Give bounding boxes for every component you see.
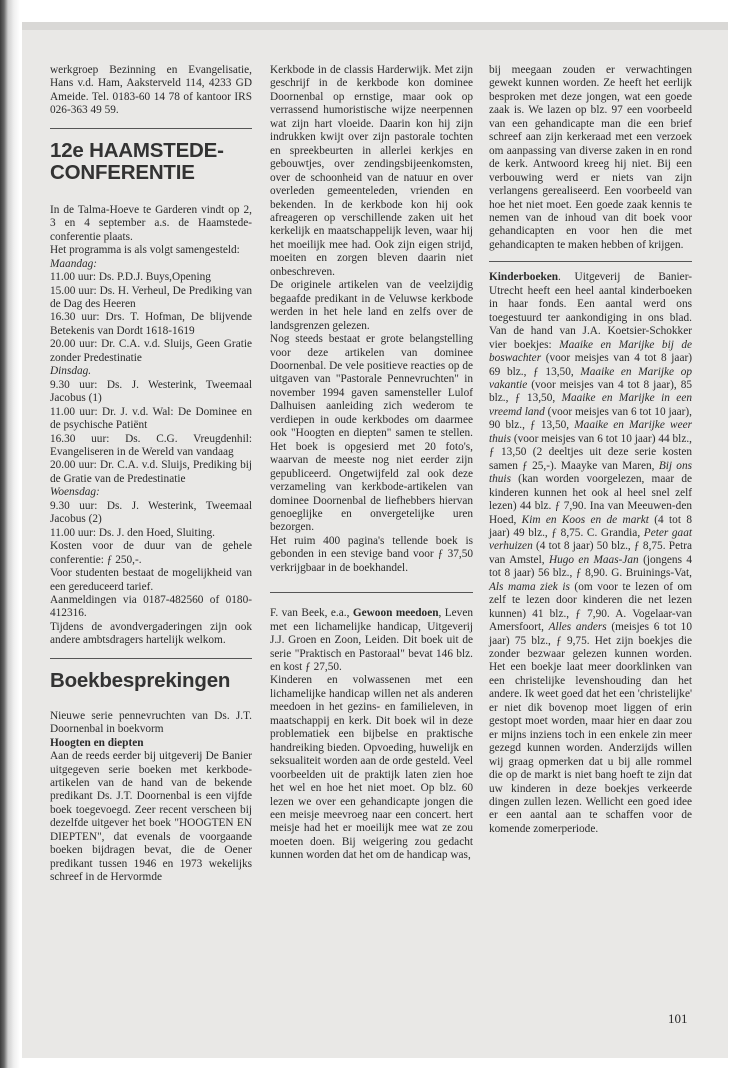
review-paragraph: Het ruim 400 pagina's tellende boek is gebonden in een stevige band voor ƒ 37,50 verkrijgbaar in de boekhandel. xyxy=(270,534,473,574)
review-text: . Uitgeverij de Banier-Utrecht heeft een heel aantal kinderboeken in haar fonds. Een aantal werd ons toegestuurd ter aankondiging in ons blad. Van de hand van J.A. Koetsier-Schokker vier boekjes: xyxy=(489,271,692,351)
review-text: (voor meisjes van 6 tot 10 jaar), 90 blz., ƒ 13,50, xyxy=(489,405,693,432)
program-item: 16.30 uur: Drs. T. Hofman, De blijvende Betekenis van Dordt 1618-1619 xyxy=(50,311,252,337)
divider xyxy=(270,592,473,593)
book-title: Hugo en Maas-Jan xyxy=(548,553,639,566)
divider xyxy=(50,128,252,129)
program-item: 11.00 uur: Ds. J. den Hoed, Sluiting. xyxy=(50,526,215,539)
day-label-dinsdag: Dinsdag. xyxy=(50,365,92,378)
book-title: Peter gaat verhuizen xyxy=(489,526,692,553)
students-text: Voor studenten bestaat de mogelijkheid van een gereduceerd tarief. xyxy=(50,567,252,593)
review-intro: Nieuwe serie pennevruchten van Ds. J.T. Doornenbal in boekvorm xyxy=(50,709,252,736)
review-text: (voor meisjes van 6 tot 10 jaar) 44 blz., ƒ 13,50 (2 deeltjes uit deze serie kosten samen ƒ 25,-). Maayke van Maren, xyxy=(489,432,692,472)
program-item: 15.00 uur: Ds. H. Verheul, De Prediking van de Dag des Heeren xyxy=(50,284,252,310)
day-label-woensdag: Woensdag: xyxy=(50,486,100,499)
program-item: 11.00 uur: Ds. P.D.J. Buys,Opening xyxy=(50,271,211,284)
author-text: F. van Beek, e.a., xyxy=(270,607,353,620)
book-title: Als mama ziek is xyxy=(489,580,570,593)
page-top-strip xyxy=(22,22,728,30)
day-label-maandag: Maandag: xyxy=(50,257,98,270)
program-item: 11.00 uur: Dr. J. v.d. Wal: De Dominee en de psychische Patiënt xyxy=(50,405,252,432)
review-paragraph: De originele artikelen van de veelzijdig begaafde predikant in de Veluwse kerkbode werden in het hele land en zelfs over de landsgrenzen gelezen. xyxy=(270,279,473,332)
kinderboeken-review xyxy=(489,271,692,836)
review-text: (jongens 4 tot 8 jaar) 56 blz., ƒ 8,90. G. Bruinings-Vat, xyxy=(489,553,693,580)
registration-text: Aanmeldingen via 0187-482560 of 0180-412316. xyxy=(50,593,252,620)
book-title: Maaike en Marijke in een vreemd land xyxy=(489,392,692,418)
section-label-kinderboeken: Kinderboeken xyxy=(489,271,559,284)
program-item: 20.00 uur: Dr. C.A. v.d. Sluijs, Geen Gratie zonder Predestinatie xyxy=(50,338,252,364)
book-title: Alles anders xyxy=(548,621,607,634)
review-paragraph: Kerkbode in de classis Harderwijk. Met zijn geschrijf in de kerkbode kon dominee Doornenbal op ernstige, maar ook op verrassend humoristische wijze neerpennen wat zijn hart vloeide. Daarin kon hij zijn indrukken kwijt over zijn pastorale tochten en spreekbeurten in allerlei kerkjes en gebouwtjes, over zendingsbijeenkomsten, over de schoonheid van de natuur en over overleden gemeenteleden, vrienden en bekenden. In de kerkbode kon hij ook afreageren op verschillende zaken uit het kerkelijk en maatschappelijk leven, waar hij het moeilijk mee had. Ook zijn eigen strijd, moeiten en zorgen bleven daarin niet onbeschreven. xyxy=(270,64,473,278)
divider xyxy=(489,261,692,262)
review-text: (4 tot 8 jaar) 49 blz., ƒ 8,75. C. Grandia, xyxy=(489,513,692,539)
program-item: 16.30 uur: Ds. C.G. Vreugdenhil: Evangeliseren in de Wereld van vandaag xyxy=(50,432,252,458)
review-paragraph: Aan de reeds eerder bij uitgeverij De Banier uitgegeven serie boeken met kerkbode-artikelen van de hand van de bekende predikant Ds. J.T. Doornenbal is een vijfde boek toegevoegd. Zeer recent verscheen bij dezelfde uitgever het boek "HOOGTEN EN DIEPTEN", dat evenals de voorgaande boeken bijdragen bevat, die de Oener predikant tussen 1946 en 1973 wekelijks schreef in de Hervormde xyxy=(50,750,252,884)
column-left xyxy=(50,64,252,885)
review-text: (4 tot 8 jaar) 50 blz., ƒ 8,75. Petra van Amstel, xyxy=(489,540,692,566)
review-text: (voor meisjes van 4 tot 8 jaar), 85 blz., ƒ 13,50, xyxy=(489,378,692,405)
costs-text: Kosten voor de duur van de gehele conferentie: ƒ 250,-. xyxy=(50,540,252,566)
review-gewoon-meedoen xyxy=(270,607,473,674)
book-title-hoogten: Hoogten en diepten xyxy=(50,736,144,749)
program-item: 20.00 uur: Dr. C.A. v.d. Sluijs, Prediking bij de Gratie van de Predestinatie xyxy=(50,459,252,485)
book-details: , Leven met een lichamelijke handicap, Uitgeverij J.J. Groen en Zoon, Leiden. Dit boek uit de serie "Praktisch en Pastoraal" bevat 146 blz. en kost ƒ 27,50. xyxy=(270,607,473,674)
scan-edge xyxy=(0,0,20,1068)
conference-intro: In de Talma-Hoeve te Garderen vindt op 2, 3 en 4 september a.s. de Haamstede-conferentie plaats. xyxy=(50,203,252,243)
program-item: 9.30 uur: Ds. J. Westerink, Tweemaal Jacobus (1) xyxy=(50,378,252,405)
review-text: (voor meisjes van 4 tot 8 jaar) 69 blz., ƒ 13,50, xyxy=(489,352,692,378)
haamstede-heading: 12e HAAMSTEDE-CONFERENTIE xyxy=(50,138,224,184)
book-title-gewoon-meedoen: Gewoon meedoen xyxy=(352,607,439,620)
book-title: Maaike en Marijke op vakantie xyxy=(489,365,692,391)
review-paragraph: Nog steeds bestaat er grote belangstelling voor deze artikelen van dominee Doornenbal. De vele positieve reacties op de uitgaven van "Pastorale Pennevruchten" in november 1994 gaven samensteller Lulof Dalhuisen aanleiding zich wederom te verdiepen in oude kerkbodes om daarmee ook "Hoogten en diepten" samen te stellen. Het boek is opgesierd met 20 foto's, waarvan de meeste nog niet eerder zijn gepubliceerd. Ongetwijfeld zal ook deze verzameling van kerkbode-artikelen van dominee Doornenbal de liefhebbers hiervan genoeglijke en onvergetelijke uren bezorgen. xyxy=(270,333,473,534)
review-text: (om voor te lezen of om zelf te lezen door kinderen die net lezen kunnen) 41 blz., ƒ 7,90. A. Vogelaar-van Amersfoort, xyxy=(489,580,692,634)
boekbesprekingen-heading: Boekbesprekingen xyxy=(50,668,231,692)
book-title: Kim en Koos en de markt xyxy=(521,513,649,526)
book-title: Maaike en Marijke bij de boswachter xyxy=(489,338,693,365)
review-text: (meisjes 6 tot 10 jaar) 75 blz., ƒ 9,75. Het zijn boekjes die zonder bezwaar gelezen kunnen worden. Het een boekje laat meer doorklinken van een christelijke levenshouding dan het andere. Ik weet goed dat het een 'christelijke' er niet dik bovenop moet liggen of erin gestopt moet worden, maar hier en daar zou er mijns inziens toch in een enkele zin meer gezegd kunnen worden. Anderzijds willen wij graag opmerken dat u bij alle rommel die op de markt is niet bang hoeft te zijn dat uw kinderen in deze boekjes verkeerde dingen zullen lezen. Wellicht een goed idee er een aantal aan te schaffen voor de komende zomerperiode. xyxy=(489,621,692,835)
column-middle xyxy=(270,64,473,863)
book-title: Maaike en Marijke weer thuis xyxy=(489,419,692,445)
review-text: (kan worden voorgelezen, maar de kinderen kunnen het ook al heel snel zelf lezen) 44 blz. ƒ 7,90. Ina van Meeuwen-den Hoed, xyxy=(489,473,692,526)
divider xyxy=(50,658,252,659)
program-item: 9.30 uur: Ds. J. Westerink, Tweemaal Jacobus (2) xyxy=(50,499,252,526)
book-title: Bij ons thuis xyxy=(489,459,692,486)
programma-intro: Het programma is als volgt samengesteld: xyxy=(50,244,240,257)
welcome-text: Tijdens de avondvergaderingen zijn ook andere ambtsdragers hartelijk welkom. xyxy=(50,620,252,647)
contact-info: werkgroep Bezinning en Evangelisatie, Hans v.d. Ham, Aaksterveld 114, 4233 GD Ameide. Tel. 0183-60 14 78 of kantoor IRS 026-363 49 59. xyxy=(50,64,252,117)
column-right xyxy=(489,64,692,836)
review-paragraph: bij meegaan zouden er verwachtingen gewekt kunnen worden. Ze heeft het eerlijk besproken met deze jongen, wat een goede zaak is. We lazen op blz. 97 een voorbeeld van een gehandicapte man die een brief schreef aan zijn kerkeraad met een verzoek om aanpassing van diverse zaken in en rond de kerk. Antwoord kreeg hij niet. Bij een verbouwing werd er niets van zijn verlangens gerealiseerd. Een voorbeeld van hoe het niet moet. Een goede zaak kennis te nemen van de inhoud van dit boek voor gehandicapten en voor hen die met gehandicapten te maken hebben of krijgen. xyxy=(489,64,692,251)
review-paragraph: Kinderen en volwassenen met een lichamelijke handicap willen net als anderen meedoen in het gezins- en familieleven, in maatschappij en kerk. Dit boek wil in deze problematiek een bijbelse en praktische handreiking bieden. Opvoeding, huwelijk en seksualiteit worden aan de orde gesteld. Veel voorbeelden uit de praktijk laten zien hoe het wel en hoe het niet moet. Op blz. 60 lezen we over een gehandicapte jongen die een meisje meevroeg naar een concert. hert meisje had het er moeilijk mee wat ze zou moeten doen. Bij weigering zou gedacht kunnen worden dat het om de handicap was, xyxy=(270,674,473,862)
page-number: 101 xyxy=(668,1011,688,1026)
